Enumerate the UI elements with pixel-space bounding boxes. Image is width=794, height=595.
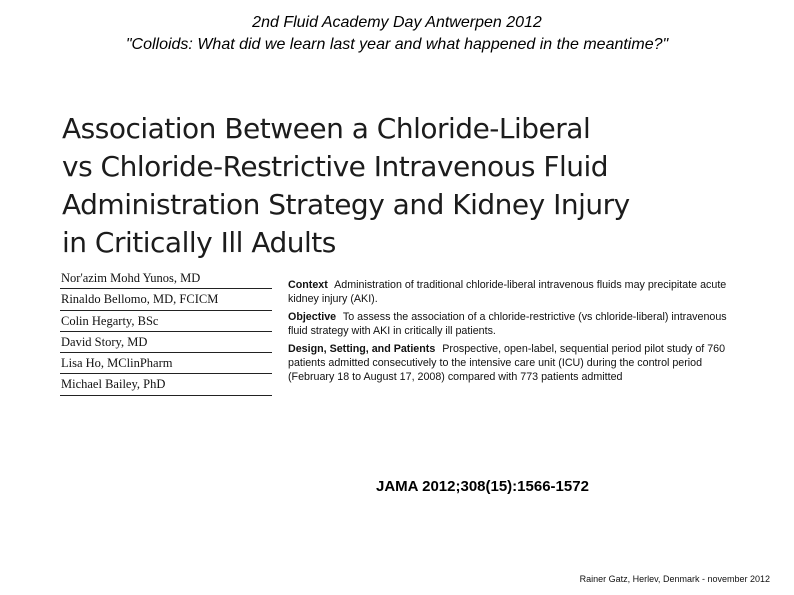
journal-citation: JAMA 2012;308(15):1566-1572 bbox=[376, 478, 589, 495]
abstract-design-text: Prospective, open-label, sequential period pilot study of 760 patients admitted consecutively to the intensive care unit (ICU) during the control period (February 18 to August 17, 2008) compared with 773 patients admitted bbox=[288, 343, 726, 383]
author-name: Colin Hegarty, BSc bbox=[60, 311, 272, 332]
article-title bbox=[62, 110, 722, 262]
author-name: Lisa Ho, MClinPharm bbox=[60, 353, 272, 374]
abstract bbox=[288, 278, 736, 391]
author-list bbox=[60, 268, 272, 396]
abstract-design bbox=[288, 342, 736, 384]
abstract-context bbox=[288, 278, 736, 306]
author-name: David Story, MD bbox=[60, 332, 272, 353]
abstract-design-label: Design, Setting, and Patients bbox=[288, 343, 436, 355]
author-name: Nor'azim Mohd Yunos, MD bbox=[60, 268, 272, 289]
article-title-line: in Critically Ill Adults bbox=[62, 226, 336, 259]
conference-title: 2nd Fluid Academy Day Antwerpen 2012 bbox=[252, 14, 542, 31]
author-name: Rinaldo Bellomo, MD, FCICM bbox=[60, 289, 272, 310]
slide-header bbox=[0, 12, 794, 56]
session-title: "Colloids: What did we learn last year and what happened in the meantime?" bbox=[125, 36, 669, 53]
abstract-objective-text: To assess the association of a chloride-restrictive (vs chloride-liberal) intravenous fluid strategy with AKI in critically ill patients. bbox=[288, 311, 727, 337]
abstract-objective-label: Objective bbox=[288, 311, 337, 323]
author-name: Michael Bailey, PhD bbox=[60, 374, 272, 395]
abstract-context-text: Administration of traditional chloride-liberal intravenous fluids may precipitate acute kidney injury (AKI). bbox=[288, 279, 727, 305]
article-title-line: Association Between a Chloride-Liberal bbox=[62, 112, 591, 145]
slide-footer: Rainer Gatz, Herlev, Denmark - november 2012 bbox=[579, 574, 770, 584]
article-title-line: vs Chloride-Restrictive Intravenous Fluid bbox=[62, 150, 609, 183]
abstract-context-label: Context bbox=[288, 279, 328, 291]
abstract-objective bbox=[288, 310, 736, 338]
article-title-line: Administration Strategy and Kidney Injury bbox=[62, 188, 630, 221]
